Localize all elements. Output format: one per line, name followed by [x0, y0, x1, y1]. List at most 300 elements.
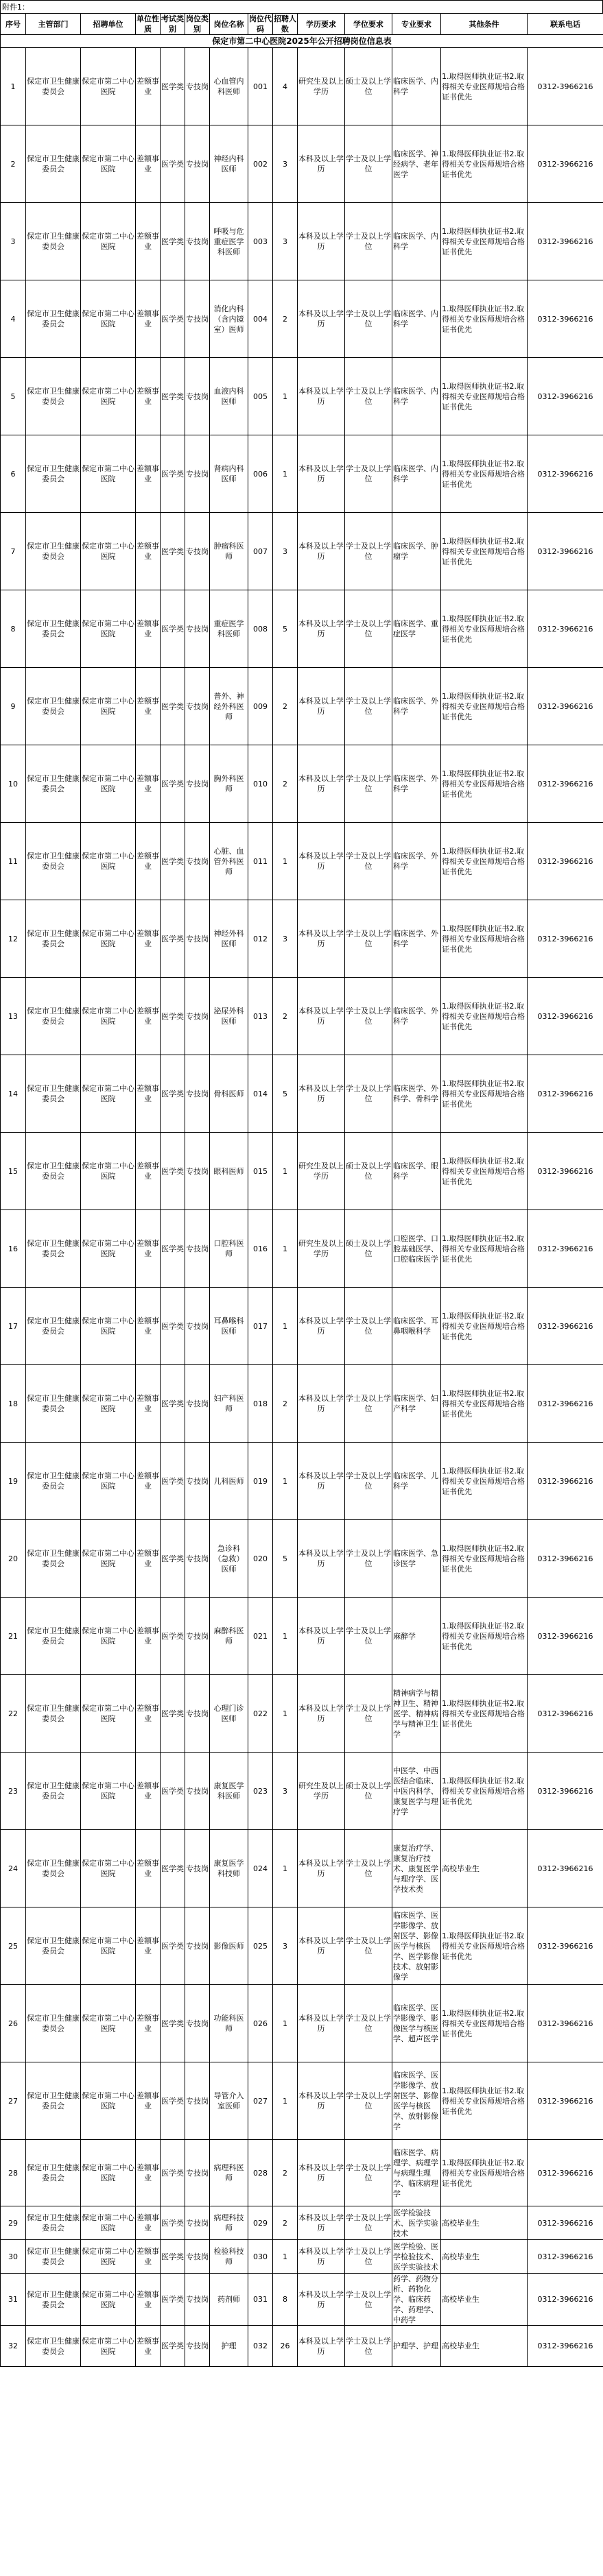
- cell-category: 专技岗: [185, 435, 210, 513]
- cell-education: 本科及以上学历: [298, 203, 345, 280]
- cell-other: 1.取得医师执业证书2.取得相关专业医师规培合格证书优先: [441, 1907, 528, 1985]
- cell-unit: 保定市第二中心医院: [81, 668, 136, 745]
- cell-other: 1.取得医师执业证书2.取得相关专业医师规培合格证书优先: [441, 978, 528, 1055]
- cell-unit: 保定市第二中心医院: [81, 745, 136, 823]
- table-row: [1, 1288, 603, 1365]
- cell-unit: 保定市第二中心医院: [81, 2206, 136, 2240]
- cell-degree: 学士及以上学位: [345, 513, 392, 590]
- cell-post: 普外、神经外科医师: [210, 668, 248, 745]
- cell-nature: 差额事业: [136, 2206, 161, 2240]
- cell-dept: 保定市卫生健康委员会: [26, 668, 81, 745]
- cell-nature: 差额事业: [136, 2326, 161, 2367]
- cell-exam: 医学类: [161, 1365, 185, 1443]
- table-row: [1, 1365, 603, 1443]
- cell-degree: 学士及以上学位: [345, 1598, 392, 1675]
- cell-unit: 保定市第二中心医院: [81, 125, 136, 203]
- cell-degree: 硕士及以上学位: [345, 48, 392, 125]
- cell-nature: 差额事业: [136, 745, 161, 823]
- cell-category: 专技岗: [185, 1288, 210, 1365]
- cell-exam: 医学类: [161, 2326, 185, 2367]
- cell-unit: 保定市第二中心医院: [81, 203, 136, 280]
- cell-nature: 差额事业: [136, 435, 161, 513]
- cell-nature: 差额事业: [136, 358, 161, 435]
- cell-phone: 0312-3966216: [528, 280, 603, 358]
- table-row: [1, 745, 603, 823]
- cell-exam: 医学类: [161, 1830, 185, 1907]
- cell-major: 临床医学、内科学: [392, 280, 441, 358]
- cell-category: 专技岗: [185, 2140, 210, 2206]
- cell-phone: 0312-3966216: [528, 590, 603, 668]
- cell-count: 1: [273, 1210, 298, 1288]
- cell-dept: 保定市卫生健康委员会: [26, 2240, 81, 2274]
- cell-dept: 保定市卫生健康委员会: [26, 1443, 81, 1520]
- cell-code: 002: [248, 125, 273, 203]
- cell-phone: 0312-3966216: [528, 2274, 603, 2326]
- cell-dept: 保定市卫生健康委员会: [26, 1753, 81, 1830]
- cell-no: 8: [1, 590, 26, 668]
- cell-post: 胸外科医师: [210, 745, 248, 823]
- cell-dept: 保定市卫生健康委员会: [26, 2140, 81, 2206]
- recruitment-table: [0, 13, 603, 2367]
- cell-other: 1.取得医师执业证书2.取得相关专业医师规培合格证书优先: [441, 1985, 528, 2062]
- cell-no: 9: [1, 668, 26, 745]
- cell-unit: 保定市第二中心医院: [81, 1598, 136, 1675]
- cell-unit: 保定市第二中心医院: [81, 2140, 136, 2206]
- table-row: [1, 2140, 603, 2206]
- cell-nature: 差额事业: [136, 1443, 161, 1520]
- cell-count: 3: [273, 1753, 298, 1830]
- cell-dept: 保定市卫生健康委员会: [26, 1830, 81, 1907]
- cell-category: 专技岗: [185, 1830, 210, 1907]
- cell-category: 专技岗: [185, 48, 210, 125]
- cell-count: 1: [273, 1675, 298, 1753]
- cell-phone: 0312-3966216: [528, 1520, 603, 1598]
- cell-other: 1.取得医师执业证书2.取得相关专业医师规培合格证书优先: [441, 1055, 528, 1133]
- cell-other: 高校毕业生: [441, 1830, 528, 1907]
- cell-major: 临床医学、外科学: [392, 900, 441, 978]
- cell-no: 16: [1, 1210, 26, 1288]
- cell-count: 2: [273, 280, 298, 358]
- cell-post: 呼吸与危重症医学科医师: [210, 203, 248, 280]
- cell-unit: 保定市第二中心医院: [81, 1830, 136, 1907]
- cell-nature: 差额事业: [136, 1210, 161, 1288]
- cell-phone: 0312-3966216: [528, 2206, 603, 2240]
- cell-category: 专技岗: [185, 1598, 210, 1675]
- cell-phone: 0312-3966216: [528, 978, 603, 1055]
- cell-degree: 学士及以上学位: [345, 900, 392, 978]
- cell-unit: 保定市第二中心医院: [81, 2274, 136, 2326]
- cell-post: 心脏、血管外科医师: [210, 823, 248, 900]
- cell-unit: 保定市第二中心医院: [81, 1210, 136, 1288]
- cell-education: 本科及以上学历: [298, 745, 345, 823]
- cell-other: 1.取得医师执业证书2.取得相关专业医师规培合格证书优先: [441, 1210, 528, 1288]
- cell-education: 研究生及以上学历: [298, 1210, 345, 1288]
- cell-dept: 保定市卫生健康委员会: [26, 2326, 81, 2367]
- cell-degree: 学士及以上学位: [345, 2206, 392, 2240]
- cell-count: 1: [273, 435, 298, 513]
- cell-exam: 医学类: [161, 2206, 185, 2240]
- cell-degree: 学士及以上学位: [345, 668, 392, 745]
- cell-dept: 保定市卫生健康委员会: [26, 280, 81, 358]
- cell-no: 12: [1, 900, 26, 978]
- cell-degree: 学士及以上学位: [345, 2140, 392, 2206]
- cell-nature: 差额事业: [136, 280, 161, 358]
- cell-nature: 差额事业: [136, 1288, 161, 1365]
- cell-unit: 保定市第二中心医院: [81, 823, 136, 900]
- cell-phone: 0312-3966216: [528, 1365, 603, 1443]
- cell-no: 7: [1, 513, 26, 590]
- cell-nature: 差额事业: [136, 513, 161, 590]
- cell-no: 27: [1, 2062, 26, 2140]
- cell-exam: 医学类: [161, 1985, 185, 2062]
- table-row: [1, 203, 603, 280]
- cell-major: 医学检验、医学检验技术、医学实验技术: [392, 2240, 441, 2274]
- cell-no: 29: [1, 2206, 26, 2240]
- cell-post: 急诊科（急救）医师: [210, 1520, 248, 1598]
- cell-education: 本科及以上学历: [298, 1598, 345, 1675]
- cell-other: 1.取得医师执业证书2.取得相关专业医师规培合格证书优先: [441, 2062, 528, 2140]
- cell-other: 1.取得医师执业证书2.取得相关专业医师规培合格证书优先: [441, 1753, 528, 1830]
- cell-dept: 保定市卫生健康委员会: [26, 125, 81, 203]
- cell-no: 28: [1, 2140, 26, 2206]
- cell-count: 3: [273, 125, 298, 203]
- cell-post: 肿瘤科医师: [210, 513, 248, 590]
- cell-degree: 学士及以上学位: [345, 978, 392, 1055]
- cell-education: 本科及以上学历: [298, 125, 345, 203]
- cell-other: 1.取得医师执业证书2.取得相关专业医师规培合格证书优先: [441, 590, 528, 668]
- cell-education: 本科及以上学历: [298, 1520, 345, 1598]
- cell-exam: 医学类: [161, 513, 185, 590]
- cell-education: 本科及以上学历: [298, 823, 345, 900]
- cell-major: 口腔医学、口腔基础医学、口腔临床医学: [392, 1210, 441, 1288]
- cell-count: 3: [273, 203, 298, 280]
- cell-no: 10: [1, 745, 26, 823]
- header-cell: 学历要求: [298, 14, 345, 35]
- cell-unit: 保定市第二中心医院: [81, 435, 136, 513]
- cell-count: 1: [273, 2240, 298, 2274]
- cell-unit: 保定市第二中心医院: [81, 900, 136, 978]
- cell-major: 临床医学、内科学: [392, 358, 441, 435]
- cell-count: 1: [273, 1598, 298, 1675]
- cell-major: 药学、药物分析、药物化学、临床药学、药理学、中药学: [392, 2274, 441, 2326]
- table-row: [1, 590, 603, 668]
- table-row: [1, 48, 603, 125]
- cell-nature: 差额事业: [136, 125, 161, 203]
- cell-code: 013: [248, 978, 273, 1055]
- cell-code: 004: [248, 280, 273, 358]
- cell-major: 临床医学、内科学: [392, 203, 441, 280]
- cell-degree: 学士及以上学位: [345, 2062, 392, 2140]
- cell-category: 专技岗: [185, 1055, 210, 1133]
- cell-no: 3: [1, 203, 26, 280]
- cell-code: 016: [248, 1210, 273, 1288]
- table-row: [1, 1520, 603, 1598]
- cell-unit: 保定市第二中心医院: [81, 1288, 136, 1365]
- cell-post: 肾病内科医师: [210, 435, 248, 513]
- cell-phone: 0312-3966216: [528, 900, 603, 978]
- header-cell: 招聘人数: [274, 14, 296, 34]
- cell-count: 3: [273, 900, 298, 978]
- cell-education: 本科及以上学历: [298, 978, 345, 1055]
- cell-count: 5: [273, 590, 298, 668]
- cell-nature: 差额事业: [136, 1598, 161, 1675]
- cell-exam: 医学类: [161, 48, 185, 125]
- cell-post: 心理门诊医师: [210, 1675, 248, 1753]
- cell-dept: 保定市卫生健康委员会: [26, 1520, 81, 1598]
- cell-dept: 保定市卫生健康委员会: [26, 900, 81, 978]
- cell-category: 专技岗: [185, 203, 210, 280]
- table-row: [1, 1675, 603, 1753]
- cell-major: 临床医学、病理学、病理学与病理生理学、临床病理学: [392, 2140, 441, 2206]
- table-row: [1, 1443, 603, 1520]
- cell-major: 临床医学、外科学: [392, 823, 441, 900]
- cell-unit: 保定市第二中心医院: [81, 1520, 136, 1598]
- table-row: [1, 1907, 603, 1985]
- table-row: [1, 2062, 603, 2140]
- cell-post: 护理: [210, 2326, 248, 2367]
- cell-other: 高校毕业生: [441, 2206, 528, 2240]
- cell-phone: 0312-3966216: [528, 823, 603, 900]
- cell-nature: 差额事业: [136, 668, 161, 745]
- cell-major: 康复治疗学、康复治疗技术、康复医学与理疗学、医学技术类: [392, 1830, 441, 1907]
- cell-code: 024: [248, 1830, 273, 1907]
- cell-code: 023: [248, 1753, 273, 1830]
- cell-no: 19: [1, 1443, 26, 1520]
- header-cell: 学位要求: [345, 14, 392, 35]
- cell-count: 2: [273, 745, 298, 823]
- cell-exam: 医学类: [161, 1675, 185, 1753]
- cell-exam: 医学类: [161, 280, 185, 358]
- cell-exam: 医学类: [161, 1443, 185, 1520]
- cell-major: 临床医学、医学影像学、影像医学与核医学、超声医学: [392, 1985, 441, 2062]
- cell-education: 本科及以上学历: [298, 2140, 345, 2206]
- cell-exam: 医学类: [161, 2240, 185, 2274]
- cell-education: 本科及以上学历: [298, 590, 345, 668]
- cell-education: 研究生及以上学历: [298, 1133, 345, 1210]
- cell-post: 检验科技师: [210, 2240, 248, 2274]
- table-row: [1, 358, 603, 435]
- cell-exam: 医学类: [161, 1288, 185, 1365]
- cell-other: 高校毕业生: [441, 2274, 528, 2326]
- cell-phone: 0312-3966216: [528, 1133, 603, 1210]
- cell-dept: 保定市卫生健康委员会: [26, 1365, 81, 1443]
- table-row: [1, 1753, 603, 1830]
- cell-other: 1.取得医师执业证书2.取得相关专业医师规培合格证书优先: [441, 745, 528, 823]
- cell-no: 17: [1, 1288, 26, 1365]
- cell-code: 030: [248, 2240, 273, 2274]
- cell-unit: 保定市第二中心医院: [81, 1133, 136, 1210]
- cell-nature: 差额事业: [136, 1675, 161, 1753]
- cell-nature: 差额事业: [136, 1830, 161, 1907]
- cell-major: 临床医学、外科学: [392, 745, 441, 823]
- cell-other: 1.取得医师执业证书2.取得相关专业医师规培合格证书优先: [441, 900, 528, 978]
- cell-phone: 0312-3966216: [528, 2062, 603, 2140]
- cell-no: 31: [1, 2274, 26, 2326]
- cell-no: 1: [1, 48, 26, 125]
- cell-count: 2: [273, 1365, 298, 1443]
- cell-dept: 保定市卫生健康委员会: [26, 823, 81, 900]
- header-cell: 联系电话: [528, 14, 603, 35]
- cell-education: 本科及以上学历: [298, 1907, 345, 1985]
- cell-exam: 医学类: [161, 590, 185, 668]
- cell-unit: 保定市第二中心医院: [81, 1365, 136, 1443]
- cell-count: 5: [273, 1055, 298, 1133]
- cell-no: 24: [1, 1830, 26, 1907]
- cell-dept: 保定市卫生健康委员会: [26, 358, 81, 435]
- table-row: [1, 1830, 603, 1907]
- cell-code: 009: [248, 668, 273, 745]
- table-row: [1, 2240, 603, 2274]
- cell-exam: 医学类: [161, 978, 185, 1055]
- cell-degree: 学士及以上学位: [345, 1520, 392, 1598]
- table-row: [1, 2326, 603, 2367]
- cell-category: 专技岗: [185, 2326, 210, 2367]
- cell-education: 本科及以上学历: [298, 2062, 345, 2140]
- cell-other: 1.取得医师执业证书2.取得相关专业医师规培合格证书优先: [441, 1598, 528, 1675]
- cell-degree: 学士及以上学位: [345, 823, 392, 900]
- cell-no: 11: [1, 823, 26, 900]
- cell-category: 专技岗: [185, 1520, 210, 1598]
- cell-count: 2: [273, 2206, 298, 2240]
- cell-exam: 医学类: [161, 358, 185, 435]
- cell-phone: 0312-3966216: [528, 1288, 603, 1365]
- cell-post: 康复医学科技师: [210, 1830, 248, 1907]
- cell-code: 014: [248, 1055, 273, 1133]
- cell-degree: 学士及以上学位: [345, 125, 392, 203]
- cell-category: 专技岗: [185, 2240, 210, 2274]
- cell-phone: 0312-3966216: [528, 2140, 603, 2206]
- cell-nature: 差额事业: [136, 2240, 161, 2274]
- cell-nature: 差额事业: [136, 1985, 161, 2062]
- cell-major: 临床医学、医学影像学、放射医学、影像医学与核医学、放射影像学: [392, 2062, 441, 2140]
- cell-exam: 医学类: [161, 203, 185, 280]
- cell-phone: 0312-3966216: [528, 745, 603, 823]
- cell-exam: 医学类: [161, 125, 185, 203]
- cell-category: 专技岗: [185, 1443, 210, 1520]
- cell-code: 032: [248, 2326, 273, 2367]
- cell-major: 医学检验技术、医学实验技术: [392, 2206, 441, 2240]
- cell-category: 专技岗: [185, 1753, 210, 1830]
- cell-no: 18: [1, 1365, 26, 1443]
- header-cell: 岗位代码: [249, 14, 272, 34]
- cell-degree: 学士及以上学位: [345, 2274, 392, 2326]
- cell-education: 本科及以上学历: [298, 2240, 345, 2274]
- cell-category: 专技岗: [185, 513, 210, 590]
- cell-exam: 医学类: [161, 1520, 185, 1598]
- cell-education: 本科及以上学历: [298, 2206, 345, 2240]
- cell-other: 1.取得医师执业证书2.取得相关专业医师规培合格证书优先: [441, 203, 528, 280]
- cell-post: 骨科医师: [210, 1055, 248, 1133]
- table-row: [1, 1210, 603, 1288]
- cell-exam: 医学类: [161, 1055, 185, 1133]
- cell-other: 1.取得医师执业证书2.取得相关专业医师规培合格证书优先: [441, 513, 528, 590]
- cell-education: 本科及以上学历: [298, 1055, 345, 1133]
- cell-phone: 0312-3966216: [528, 1753, 603, 1830]
- cell-category: 专技岗: [185, 2206, 210, 2240]
- cell-no: 14: [1, 1055, 26, 1133]
- cell-count: 1: [273, 1133, 298, 1210]
- table-row: [1, 280, 603, 358]
- cell-post: 药剂师: [210, 2274, 248, 2326]
- cell-unit: 保定市第二中心医院: [81, 2326, 136, 2367]
- cell-code: 015: [248, 1133, 273, 1210]
- header-cell: 岗位类别: [186, 14, 209, 34]
- cell-nature: 差额事业: [136, 2062, 161, 2140]
- cell-nature: 差额事业: [136, 2274, 161, 2326]
- cell-code: 020: [248, 1520, 273, 1598]
- cell-post: 重症医学科医师: [210, 590, 248, 668]
- cell-major: 临床医学、重症医学: [392, 590, 441, 668]
- cell-phone: 0312-3966216: [528, 203, 603, 280]
- cell-other: 1.取得医师执业证书2.取得相关专业医师规培合格证书优先: [441, 668, 528, 745]
- cell-unit: 保定市第二中心医院: [81, 1675, 136, 1753]
- cell-category: 专技岗: [185, 745, 210, 823]
- cell-other: 1.取得医师执业证书2.取得相关专业医师规培合格证书优先: [441, 48, 528, 125]
- cell-count: 5: [273, 1520, 298, 1598]
- cell-nature: 差额事业: [136, 1753, 161, 1830]
- cell-no: 5: [1, 358, 26, 435]
- cell-phone: 0312-3966216: [528, 1598, 603, 1675]
- cell-phone: 0312-3966216: [528, 435, 603, 513]
- table-body: [1, 48, 603, 2367]
- cell-major: 临床医学、外科学: [392, 668, 441, 745]
- cell-dept: 保定市卫生健康委员会: [26, 1675, 81, 1753]
- cell-unit: 保定市第二中心医院: [81, 48, 136, 125]
- cell-degree: 学士及以上学位: [345, 1443, 392, 1520]
- cell-no: 23: [1, 1753, 26, 1830]
- cell-unit: 保定市第二中心医院: [81, 2062, 136, 2140]
- cell-phone: 0312-3966216: [528, 2326, 603, 2367]
- cell-other: 1.取得医师执业证书2.取得相关专业医师规培合格证书优先: [441, 2140, 528, 2206]
- cell-education: 本科及以上学历: [298, 2326, 345, 2367]
- cell-exam: 医学类: [161, 2274, 185, 2326]
- cell-major: 临床医学、医学影像学、放射医学、影像医学与核医学、医学影像技术、放射影像学: [392, 1907, 441, 1985]
- cell-degree: 学士及以上学位: [345, 358, 392, 435]
- cell-phone: 0312-3966216: [528, 1055, 603, 1133]
- header-cell: 专业要求: [392, 14, 441, 35]
- cell-unit: 保定市第二中心医院: [81, 1055, 136, 1133]
- cell-exam: 医学类: [161, 1598, 185, 1675]
- cell-no: 13: [1, 978, 26, 1055]
- cell-phone: 0312-3966216: [528, 48, 603, 125]
- cell-major: 临床医学、内科学: [392, 48, 441, 125]
- cell-code: 028: [248, 2140, 273, 2206]
- cell-dept: 保定市卫生健康委员会: [26, 48, 81, 125]
- cell-code: 018: [248, 1365, 273, 1443]
- cell-degree: 学士及以上学位: [345, 1675, 392, 1753]
- cell-education: 本科及以上学历: [298, 1985, 345, 2062]
- cell-post: 神经内科医师: [210, 125, 248, 203]
- cell-nature: 差额事业: [136, 590, 161, 668]
- cell-unit: 保定市第二中心医院: [81, 358, 136, 435]
- cell-exam: 医学类: [161, 823, 185, 900]
- cell-exam: 医学类: [161, 745, 185, 823]
- cell-education: 本科及以上学历: [298, 513, 345, 590]
- header-cell: 其他条件: [441, 14, 528, 35]
- cell-count: 26: [273, 2326, 298, 2367]
- cell-category: 专技岗: [185, 1675, 210, 1753]
- cell-category: 专技岗: [185, 1133, 210, 1210]
- cell-major: 临床医学、外科学、骨科学: [392, 1055, 441, 1133]
- cell-education: 本科及以上学历: [298, 358, 345, 435]
- cell-no: 20: [1, 1520, 26, 1598]
- cell-category: 专技岗: [185, 280, 210, 358]
- cell-other: 1.取得医师执业证书2.取得相关专业医师规培合格证书优先: [441, 1520, 528, 1598]
- table-row: [1, 513, 603, 590]
- cell-other: 1.取得医师执业证书2.取得相关专业医师规培合格证书优先: [441, 1133, 528, 1210]
- cell-post: 影像医师: [210, 1907, 248, 1985]
- cell-post: 妇产科医师: [210, 1365, 248, 1443]
